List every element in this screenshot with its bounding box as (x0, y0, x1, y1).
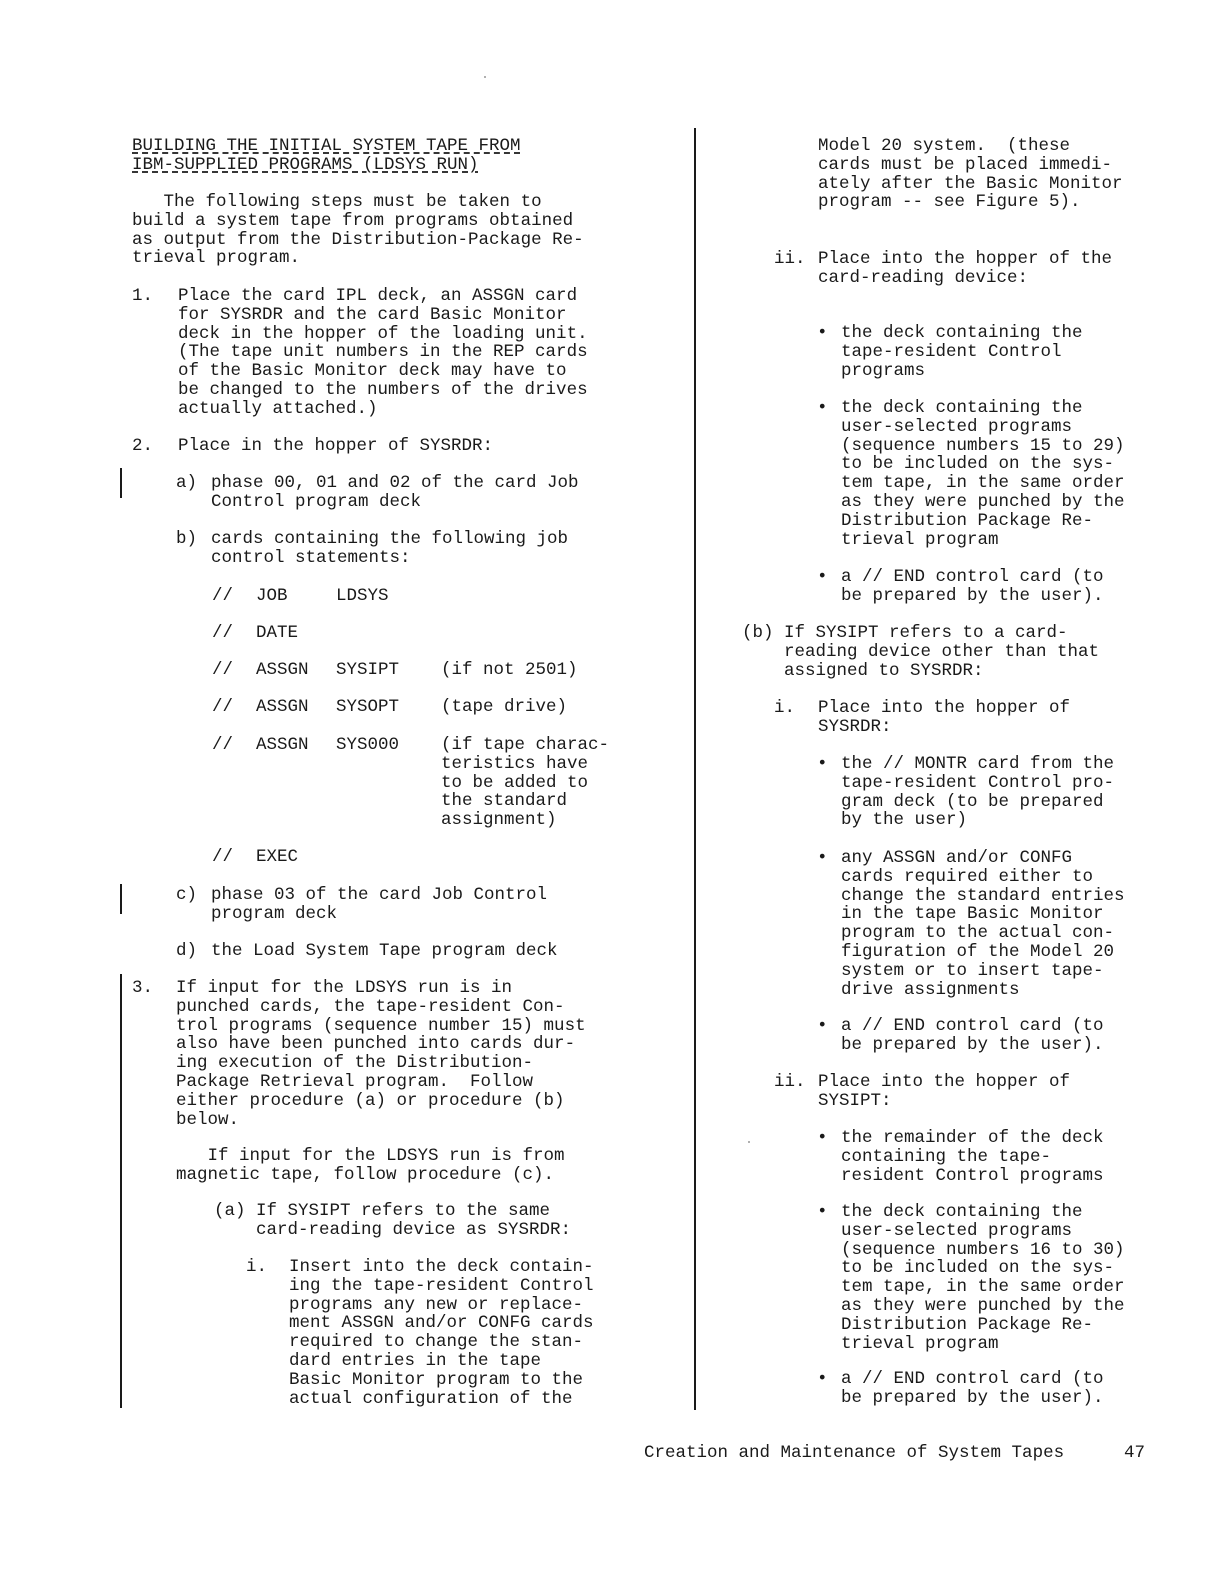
item-label: a) (176, 473, 198, 493)
procedure-b-text: If SYSIPT refers to a card- reading device other than that assigned to SYSRDR: (784, 623, 1100, 681)
item-a-text: phase 00, 01 and 02 of the card Job Control program deck (211, 473, 579, 512)
change-bar (120, 884, 122, 914)
step-number: 3. (132, 978, 154, 998)
bullet-icon: • (817, 1128, 828, 1148)
change-bar (120, 974, 122, 1408)
item-label: c) (176, 885, 198, 905)
bullet-icon: • (817, 323, 828, 343)
substep-label: i. (246, 1257, 268, 1277)
item-label: d) (176, 941, 198, 961)
procedure-label: (a) (214, 1201, 246, 1221)
item-d-text: the Load System Tape program deck (211, 941, 558, 961)
bullet-item: the // MONTR card from the tape-resident Control pro- gram deck (to be prepared by the user) (841, 754, 1115, 831)
substep-ii-text: Place into the hopper of SYSIPT: (818, 1072, 1071, 1111)
continued-text: Model 20 system. (these cards must be placed immedi- ately after the Basic Monitor program -- see Figure 5). (818, 136, 1123, 213)
bullet-icon: • (817, 398, 828, 418)
section-heading: BUILDING THE INITIAL SYSTEM TAPE FROM IBM-SUPPLIED PROGRAMS (LDSYS RUN) (132, 136, 521, 175)
item-c-text: phase 03 of the card Job Control program deck (211, 885, 548, 924)
substep-label: ii. (774, 1072, 806, 1092)
substep-i-text: Insert into the deck contain- ing the tape-resident Control programs any new or replace- ment ASSGN and/or CONFG cards required to change the stan- dard entries in the tape Basic Monitor program to the actual configuration of the (289, 1257, 594, 1409)
bullet-item: the remainder of the deck containing the tape- resident Control programs (841, 1128, 1104, 1186)
bullet-item: any ASSGN and/or CONFG cards required either to change the standard entries in the tape Basic Monitor program to the actual con- figuration of the Model 20 system or to insert tape- drive assignments (841, 848, 1125, 1000)
bullet-icon: • (817, 848, 828, 868)
substep-label: i. (774, 698, 796, 718)
bullet-icon: • (817, 1202, 828, 1222)
bullet-item: the deck containing the tape-resident Control programs (841, 323, 1083, 381)
bullet-icon: • (817, 1369, 828, 1389)
change-bar (120, 468, 122, 498)
step-3-text: If input for the LDSYS run is in punched cards, the tape-resident Con- trol programs (sequence number 15) must also have been punched into cards dur- ing execution of the Distribution- Package Retrieval program. Follow either procedure (a) or procedure (b) below. (176, 978, 586, 1130)
page-number: 47 (1124, 1443, 1146, 1463)
bullet-item: a // END control card (to be prepared by the user). (841, 1369, 1104, 1408)
bullet-item: a // END control card (to be prepared by the user). (841, 567, 1104, 606)
bullet-item: the deck containing the user-selected programs (sequence numbers 15 to 29) to be included on the sys- tem tape, in the same order as they were punched by the Distribution Package Re- trieval program (841, 398, 1125, 550)
step-2-text: Place in the hopper of SYSRDR: (178, 436, 494, 456)
step-number: 2. (132, 436, 154, 456)
intro-paragraph: The following steps must be taken to build a system tape from programs obtained as output from the Distribution-Package Re- trieval program. (132, 192, 584, 269)
bullet-icon: • (817, 1016, 828, 1036)
procedure-label: (b) (742, 623, 774, 643)
step-3-paragraph: If input for the LDSYS run is from magnetic tape, follow procedure (c). (176, 1146, 565, 1185)
scan-speck (748, 1141, 750, 1143)
item-b-text: cards containing the following job control statements: (211, 529, 569, 568)
substep-label: ii. (774, 249, 806, 269)
bullet-item: the deck containing the user-selected programs (sequence numbers 16 to 30) to be included on the sys- tem tape, in the same order as they were punched by the Distribution Package Re- trieval program (841, 1202, 1125, 1354)
substep-ii-text: Place into the hopper of the card-reading device: (818, 249, 1113, 288)
bullet-item: a // END control card (to be prepared by the user). (841, 1016, 1104, 1055)
page: BUILDING THE INITIAL SYSTEM TAPE FROM IBM-SUPPLIED PROGRAMS (LDSYS RUN) The following steps must be taken to build a system tape from programs obtained as output from the Distribution-Package Re- trieval program. 1. Place the card IPL deck, an ASSGN card for SYSRDR and the card Basic Monitor deck in the hopper of the loading unit. (The tape unit numbers in the REP cards of the Basic Monitor deck may have to be changed to the numbers of the drives actually attached.) 2. Place in the hopper of SYSRDR: a) phase 00, 01 and 02 of the card Job Control program deck b) cards containing the following job control statements: // JOB LDSYS // DATE // ASSGN SYSIPT (if not 2501) // ASSGN SYSOPT (tape drive) // ASSGN SYS000 (if tape charac- teristics have to be added to the standard assignment) // EXEC c) phase 03 of the card Job Control program deck d) the Load System Tape program deck 3. If input for the LDSYS run is in punched cards, the tape-resident Con- trol programs (sequence number 15) must also have been punched into cards dur- ing execution of the Distribution- Package Retrieval program. Follow either procedure (a) or procedure (b) below. If input for the LDSYS run is from magnetic tape, follow procedure (c). (a) If SYSIPT refers to the same card-reading device as SYSRDR: i. Insert into the deck contain- ing the tape-resident Control programs any new or replace- ment ASSGN and/or CONFG cards required to change the stan- dard entries in the tape Basic Monitor program to the actual configuration of the Model 20 system. (these cards must be placed immedi- ately after the Basic Monitor program -- see Figure 5). ii. Place into the hopper of the card-reading device: • the deck containing the tape-resident Control programs • the deck containing the user-selected programs (sequence numbers 15 to 29) to be included on the sys- tem tape, in the same order as they were punched by the Distribution Package Re- trieval program • a // END control card (to be prepared by the user). (b) If SYSIPT refers to a card- reading device other than that assigned to SYSRDR: i. Place into the hopper of SYSRDR: • the // MONTR card from the tape-resident Control pro- gram deck (to be prepared by the user) • any ASSGN and/or CONFG cards required either to change the standard entries in the tape Basic Monitor program to the actual con- figuration of the Model 20 system or to insert tape- drive assignments • a // END control card (to be prepared by the user). ii. Place into the hopper of SYSIPT: • the remainder of the deck containing the tape- resident Control programs • the deck containing the user-selected programs (sequence numbers 16 to 30) to be included on the sys- tem tape, in the same order as they were punched by the Distribution Package Re- trieval program • a // END control card (to be prepared by the user). Creation and Maintenance of System Tapes 47 (0, 0, 1224, 1584)
column-divider (694, 128, 696, 1410)
item-label: b) (176, 529, 198, 549)
step-1-text: Place the card IPL deck, an ASSGN card for SYSRDR and the card Basic Monitor deck in the hopper of the loading unit. (The tape unit numbers in the REP cards of the Basic Monitor deck may have to be changed to the numbers of the drives actually attached.) (178, 286, 588, 419)
bullet-icon: • (817, 754, 828, 774)
substep-i-text: Place into the hopper of SYSRDR: (818, 698, 1071, 737)
step-number: 1. (132, 286, 154, 306)
procedure-a-text: If SYSIPT refers to the same card-reading device as SYSRDR: (256, 1201, 572, 1240)
bullet-icon: • (817, 567, 828, 587)
footer-title: Creation and Maintenance of System Tapes (644, 1443, 1065, 1463)
scan-speck (484, 76, 486, 78)
